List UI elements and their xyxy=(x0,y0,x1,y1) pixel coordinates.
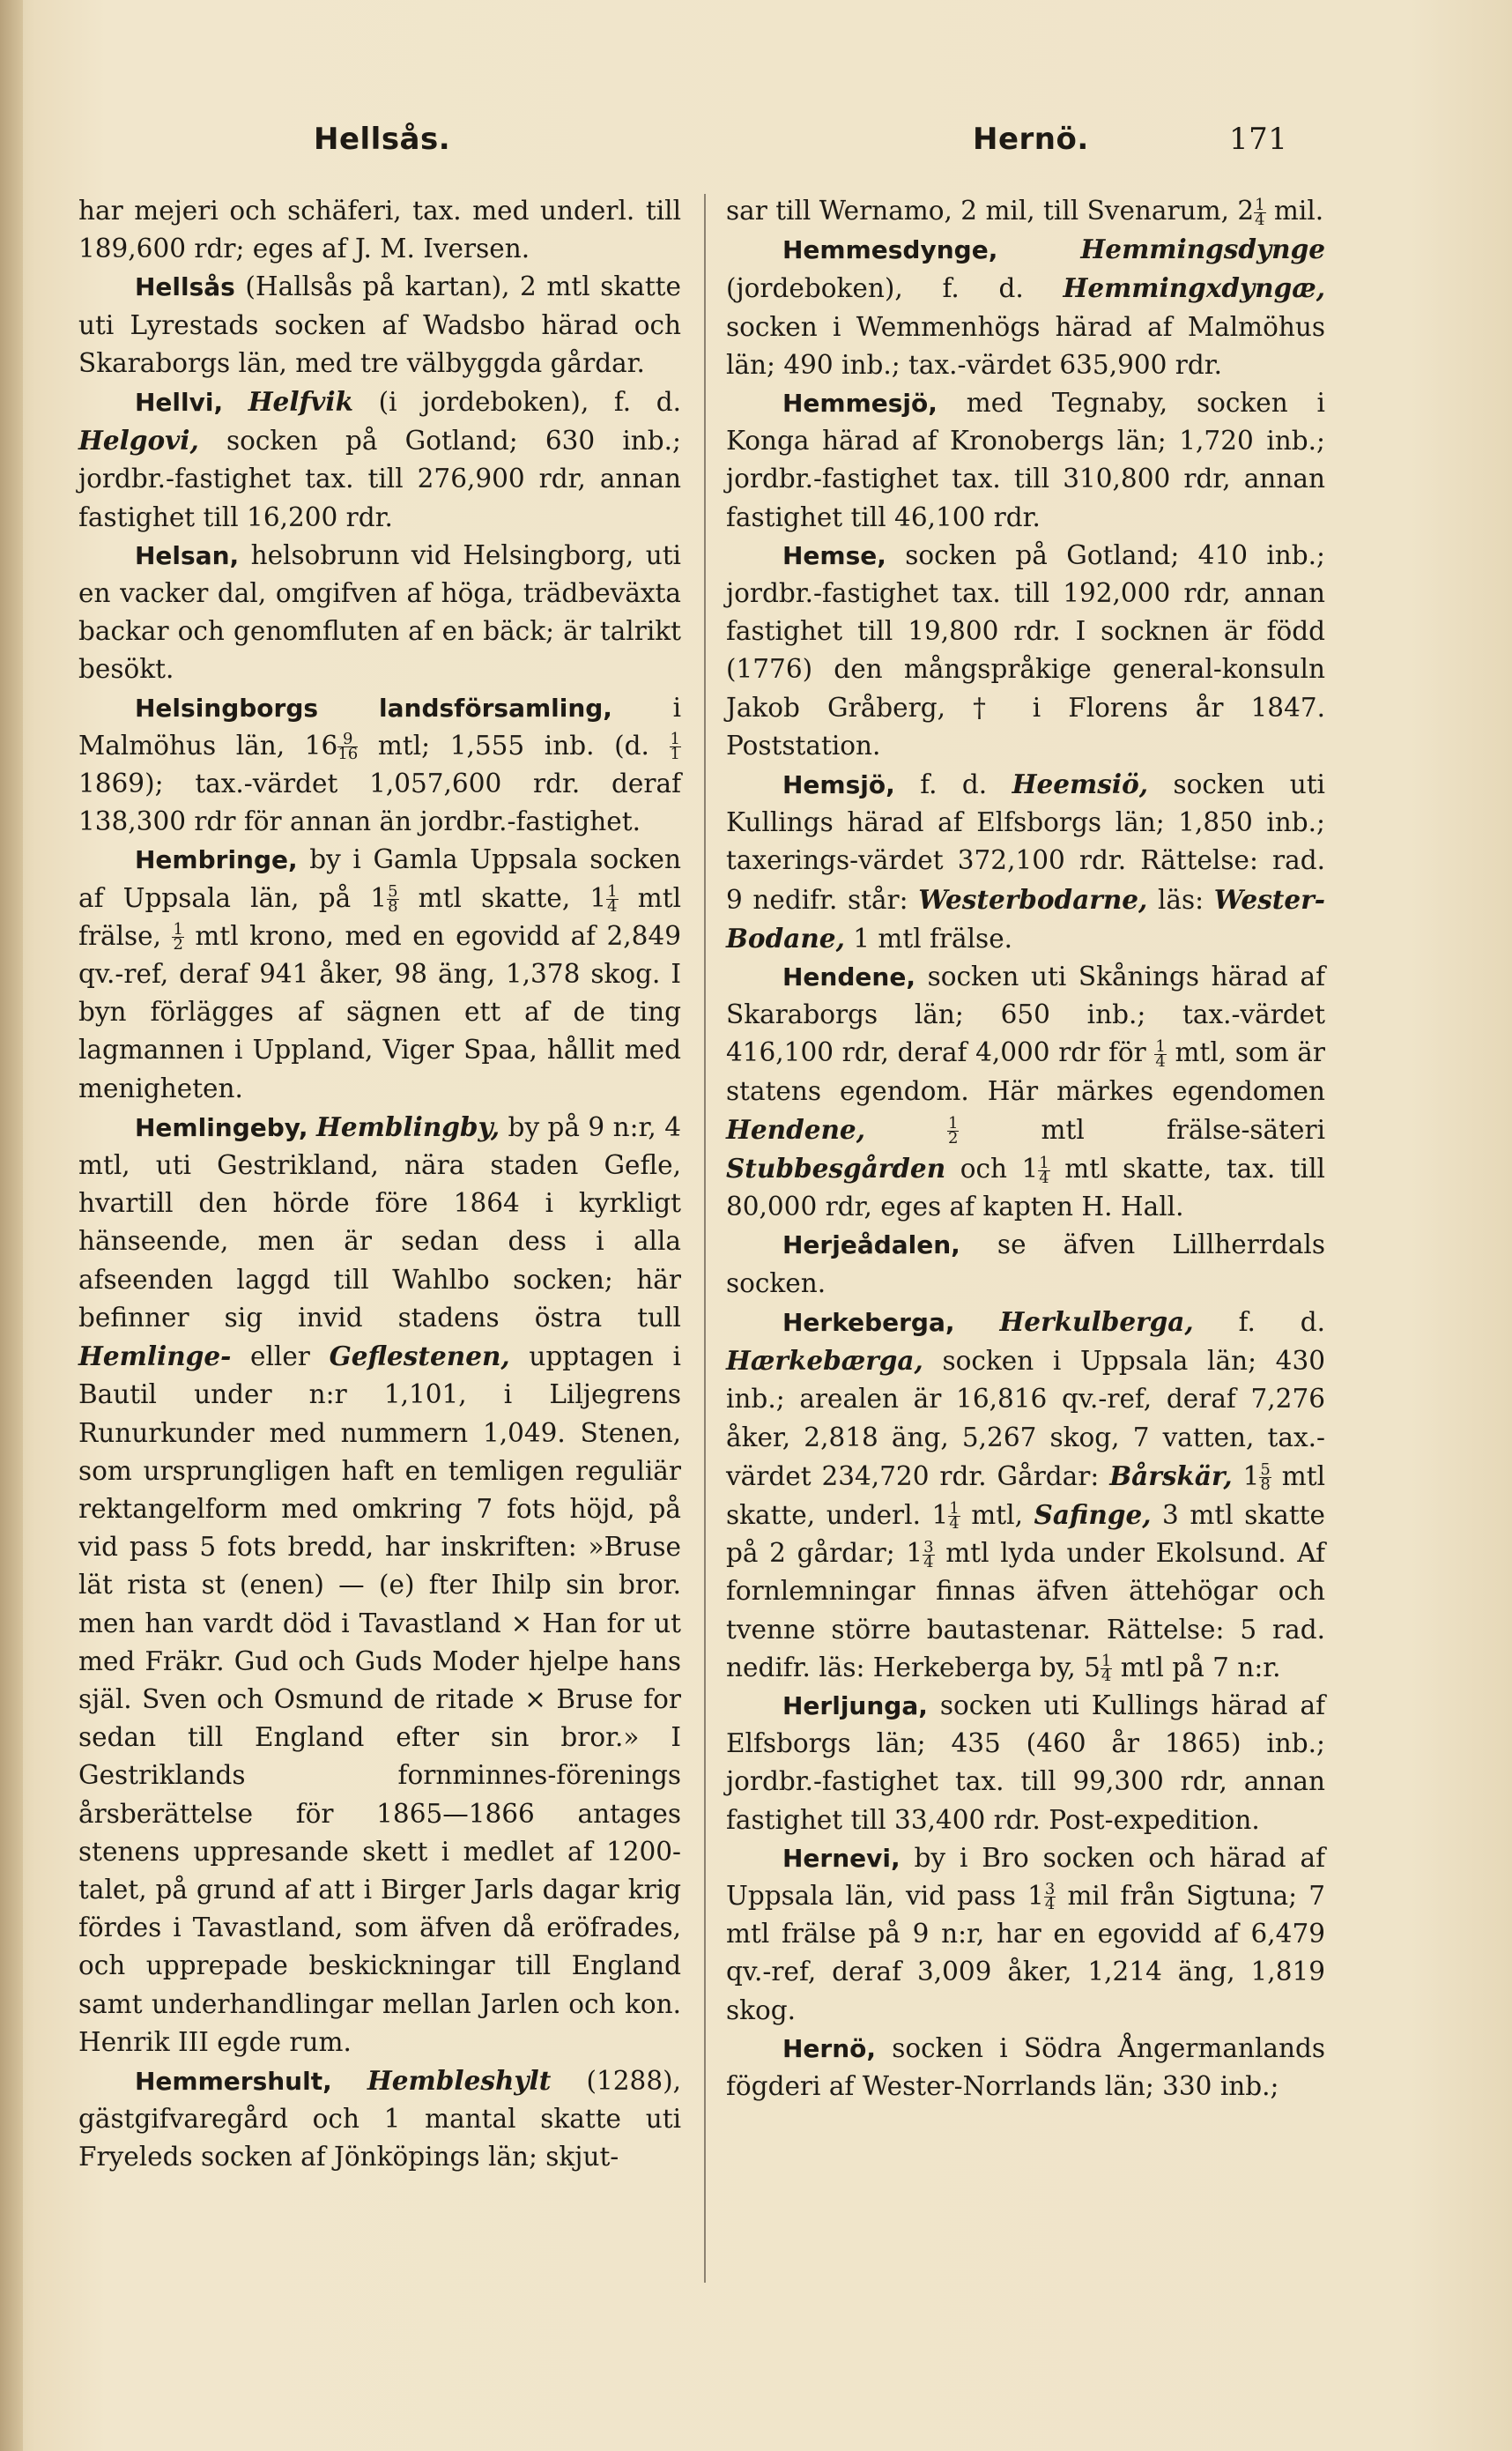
left-column xyxy=(78,192,681,2177)
entry-hemmesdynge xyxy=(726,230,1325,384)
entry-text: by i Gamla Uppsala socken af Uppsala län, på 1 xyxy=(78,844,681,913)
fraction: $\frac{1}{4}$ xyxy=(1101,1652,1112,1686)
entry-text: upptagen i Bautil under n:r 1,101, i Liljegrens Runurkunder med nummern 1,049. Stenen, som ursprungligen haft en temligen reguliär rektangelform med omkring 7 fots höjd, på vid pass 5 fots bredd, har inskriften: »Bruse lät rista st (enen) — (e) fter Ihilp sin bror. men han vardt död i Tavastland × Han for ut med Fräkr. Gud och Guds Moder hjelpe hans själ. Sven och Osmund de ritade × Bruse for sedan till England efter sin bror.» I Gestriklands fornminnes-förenings årsberättelse för 1865—1866 antages stenens uppresande skett i medlet af 1200-talet, på grund af att i Birger Jarls dagar krig fördes i Tavastland, som äfven då eröfrades, och upprepade beskickningar till England samt underhandlingar mellan Jarlen och kon. Henrik III egde rum. xyxy=(78,1341,681,2057)
entry-herljunga xyxy=(726,1687,1325,1839)
italic-name: Geflestenen, xyxy=(329,1341,510,1372)
entry-herkeberga xyxy=(726,1303,1325,1687)
italic-name: Helfvik xyxy=(248,386,354,418)
entry-text: har mejeri och schäferi, tax. med underl. till 189,600 rdr; eges af J. M. Iversen. xyxy=(78,196,681,264)
entry-text: by på 9 n:r, 4 mtl, uti Gestrikland, nära staden Gefle, hvartill den hörde före 1864 i kyrkligt hänseende, men är sedan dess i alla afseenden laggd till Wahlbo socken; här befinner sig invid stadens östra tull xyxy=(78,1111,681,1333)
entry-hernevi xyxy=(726,1839,1325,2030)
headword: Hemmershult, xyxy=(135,2066,332,2096)
entry-text: mtl skatte, 1 xyxy=(398,882,607,913)
entry-text: socken i Wemmenhögs härad af Malmöhus län; 490 inb.; tax.-värdet 635,900 rdr. xyxy=(726,311,1325,380)
entry-text: och 1 xyxy=(945,1154,1039,1185)
entry-herno xyxy=(726,2030,1325,2106)
entry-text: 1 xyxy=(1232,1460,1260,1491)
italic-name: Safinge, xyxy=(1034,1498,1152,1530)
entry-text: läs: xyxy=(1147,884,1214,915)
headword: Herjeådalen, xyxy=(782,1230,960,1260)
entry-text: mtl, som är statens egendom. Här märkes egendomen xyxy=(726,1037,1325,1106)
entry-hembringe xyxy=(78,841,681,1107)
italic-name: Helgovi, xyxy=(78,425,199,457)
entry-helsingborgs-landsforsamling xyxy=(78,689,681,842)
italic-name: Hemlinge- xyxy=(78,1341,232,1372)
headword: Hembringe, xyxy=(135,845,298,875)
italic-name: Hembleshylt xyxy=(367,2064,552,2096)
italic-name: Hemmingsdynge xyxy=(1080,234,1325,265)
headword: Hemsjö, xyxy=(782,770,895,800)
right-column xyxy=(726,192,1325,2106)
entry-hellvi xyxy=(78,383,681,537)
entry-continuation xyxy=(78,192,681,268)
entry-text: mil från Sigtuna; 7 mtl frälse på 9 n:r, har en egovidd af 6,479 qv.-ref, deraf 3,009 åker, 1,214 äng, 1,819 skog. xyxy=(726,1880,1326,2025)
entry-text: mtl frälse-säteri xyxy=(959,1114,1325,1145)
fraction: $\frac{1}{4}$ xyxy=(949,1499,960,1534)
entry-text xyxy=(865,1115,947,1145)
entry-helsan xyxy=(78,537,681,689)
italic-name: Heemsiö, xyxy=(1012,769,1149,800)
entry-text: med Tegnaby, socken i Konga härad af Kronobergs län; 1,720 inb.; jordbr.-fastighet tax. till 310,800 rdr, annan fastighet till 46,100 rdr. xyxy=(726,388,1325,532)
entry-text: f. d. xyxy=(894,769,1012,800)
fraction: $\frac{3}{4}$ xyxy=(923,1537,934,1571)
entry-text: 1869); tax.-värdet 1,057,600 rdr. deraf 138,300 rdr för annan än jordbr.-fastighet. xyxy=(78,769,681,837)
running-head-left: Hellsås. xyxy=(314,122,451,157)
entry-text: socken uti Kullings härad af Elfsborgs län; 1,850 inb.; taxerings-värdet 372,100 rdr. Rättelse: rad. 9 nedifr. står: xyxy=(726,769,1325,915)
entry-text: socken på Gotland; 630 inb.; jordbr.-fastighet tax. till 276,900 rdr, annan fastighet till 16,200 rdr. xyxy=(78,426,681,532)
entry-text: 3 mtl skatte på 2 gårdar; 1 xyxy=(726,1499,1325,1569)
entry-continuation xyxy=(726,192,1325,230)
entry-text: (jordeboken), f. d. xyxy=(726,273,1064,304)
entry-text: mtl skatte, underl. 1 xyxy=(726,1460,1325,1530)
entry-text: mtl skatte, tax. till 80,000 rdr, eges af kapten H. Hall. xyxy=(726,1154,1325,1222)
entry-text: se äfven Lillherrdals socken. xyxy=(726,1229,1325,1298)
fraction: $\frac{3}{4}$ xyxy=(1044,1880,1056,1914)
headword: Hemlingeby, xyxy=(135,1112,308,1142)
entry-text: (i jordeboken), f. d. xyxy=(353,387,681,418)
entry-hellsas xyxy=(78,268,681,383)
fraction: $\frac{1}{4}$ xyxy=(1039,1153,1049,1187)
headword: Hemmesdynge, xyxy=(782,235,998,265)
headword: Herljunga, xyxy=(782,1690,928,1720)
italic-name: Herkulberga, xyxy=(999,1305,1194,1337)
page-number: 171 xyxy=(1229,122,1288,157)
entry-text: sar till Wernamo, 2 mil, till Svenarum, 2 xyxy=(726,196,1255,226)
entry-text: socken på Gotland; 410 inb.; jordbr.-fastighet tax. till 192,000 rdr, annan fastighet till 19,800 rdr. I socknen är född (1776) den mångspråkige general-konsuln Jakob Gråberg, † i Florens år 1847. Poststation. xyxy=(726,539,1325,761)
entry-text: socken uti Skånings härad af Skaraborgs län; 650 inb.; tax.-värdet 416,100 rdr, deraf 4,000 rdr för xyxy=(726,962,1325,1068)
headword: Hellvi, xyxy=(135,388,224,418)
entry-text: eller xyxy=(231,1341,330,1372)
headword: Hellsås xyxy=(135,272,235,302)
italic-name: Wester-Bodane, xyxy=(726,883,1325,954)
fraction: $\frac{1}{2}$ xyxy=(173,920,183,954)
headword: Hemse, xyxy=(782,540,886,570)
entry-text: socken i Uppsala län; 430 inb.; arealen är 16,816 qv.-ref, deraf 7,276 åker, 2,818 äng, 5,267 skog, 7 vatten, tax.-värdet 234,720 rdr. Gårdar: xyxy=(726,1346,1325,1491)
fraction: $\frac{1}{2}$ xyxy=(948,1114,959,1148)
running-head-right: Hernö. xyxy=(973,122,1089,157)
fraction: $\frac{1}{4}$ xyxy=(1255,195,1265,229)
entry-text: by i Bro socken och härad af Uppsala län, vid pass 1 xyxy=(726,1842,1325,1911)
headword: Herkeberga, xyxy=(782,1307,955,1337)
entry-text: (Hallsås på kartan), 2 mtl skatte uti Lyrestads socken af Wadsbo härad och Skaraborgs län, med tre välbyggda gårdar. xyxy=(78,271,681,378)
entry-hendene xyxy=(726,958,1325,1226)
column-divider xyxy=(704,194,706,2283)
headword: Helsan, xyxy=(135,540,240,570)
fraction: $\frac{1}{4}$ xyxy=(1155,1036,1166,1071)
entry-text: (1288), gästgifvaregård och 1 mantal skatte uti Fryeleds socken af Jönköpings län; skjut- xyxy=(78,2065,681,2172)
entry-text: i Malmöhus län, 16 xyxy=(78,692,681,761)
fraction: $\frac{9}{16}$ xyxy=(337,730,359,764)
binding-edge xyxy=(0,0,23,2451)
italic-name: Hemblingby, xyxy=(315,1110,500,1142)
entry-text: mtl; 1,555 inb. (d. xyxy=(358,730,670,761)
fraction: $\frac{1}{4}$ xyxy=(607,882,618,917)
fraction: $\frac{5}{8}$ xyxy=(1260,1460,1271,1495)
entry-text: mtl krono, med en egovidd af 2,849 qv.-ref, deraf 941 åker, 98 äng, 1,378 skog. I byn förlägges af sägnen ett af de ting lagmannen i Uppland, Viger Spaa, hållit med menigheten. xyxy=(78,920,681,1103)
headword: Hernö, xyxy=(782,2033,877,2063)
entry-hemlingeby xyxy=(78,1108,681,2061)
headword: Hemmesjö, xyxy=(782,389,938,419)
entry-text: f. d. xyxy=(1193,1306,1325,1337)
headword: Hendene, xyxy=(782,962,915,992)
entry-text: mtl frälse, xyxy=(78,882,682,951)
entry-text: mtl lyda under Ekolsund. Af fornlemningar finnas äfven ättehögar och tvenne större bautastenar. Rättelse: 5 rad. nedifr. läs: Herkeberga by, 5 xyxy=(726,1538,1326,1682)
entry-hemmesjo xyxy=(726,384,1325,537)
headword: Hernevi, xyxy=(782,1843,901,1873)
entry-text: socken uti Kullings härad af Elfsborgs län; 435 (460 år 1865) inb.; jordbr.-fastighet tax. till 99,300 rdr, annan fastighet till 33,400 rdr. Post-expedition. xyxy=(726,1690,1325,1835)
fraction: $\frac{1}{1}$ xyxy=(670,730,680,764)
entry-text: helsobrunn vid Helsingborg, uti en vacker dal, omgifven af höga, trädbeväxta backar och genomfluten af en bäck; är talrikt besökt. xyxy=(78,539,681,685)
entry-hemmershult xyxy=(78,2061,681,2177)
entry-herjeadalen xyxy=(726,1226,1325,1302)
italic-name: Hemmingxdyngæ, xyxy=(1063,272,1325,304)
entry-text: mtl, xyxy=(960,1499,1034,1530)
entry-hemse xyxy=(726,537,1325,765)
entry-text: socken i Södra Ångermanlands fögderi af Wester-Norrlands län; 330 inb.; xyxy=(726,2032,1325,2101)
italic-name: Bårskär, xyxy=(1109,1459,1233,1491)
entry-text: mtl på 7 n:r. xyxy=(1112,1652,1281,1682)
entry-text: mil. xyxy=(1265,196,1324,226)
headword: Helsingborgs landsförsamling, xyxy=(135,693,612,723)
italic-name: Stubbesgården xyxy=(726,1153,946,1185)
entry-hemsjo xyxy=(726,765,1325,958)
entry-text: 1 mtl frälse. xyxy=(844,923,1013,954)
italic-name: Hendene, xyxy=(726,1113,865,1145)
italic-name: Hærkebærga, xyxy=(726,1345,923,1377)
italic-name: Westerbodarne, xyxy=(918,883,1148,915)
fraction: $\frac{5}{8}$ xyxy=(388,882,398,917)
